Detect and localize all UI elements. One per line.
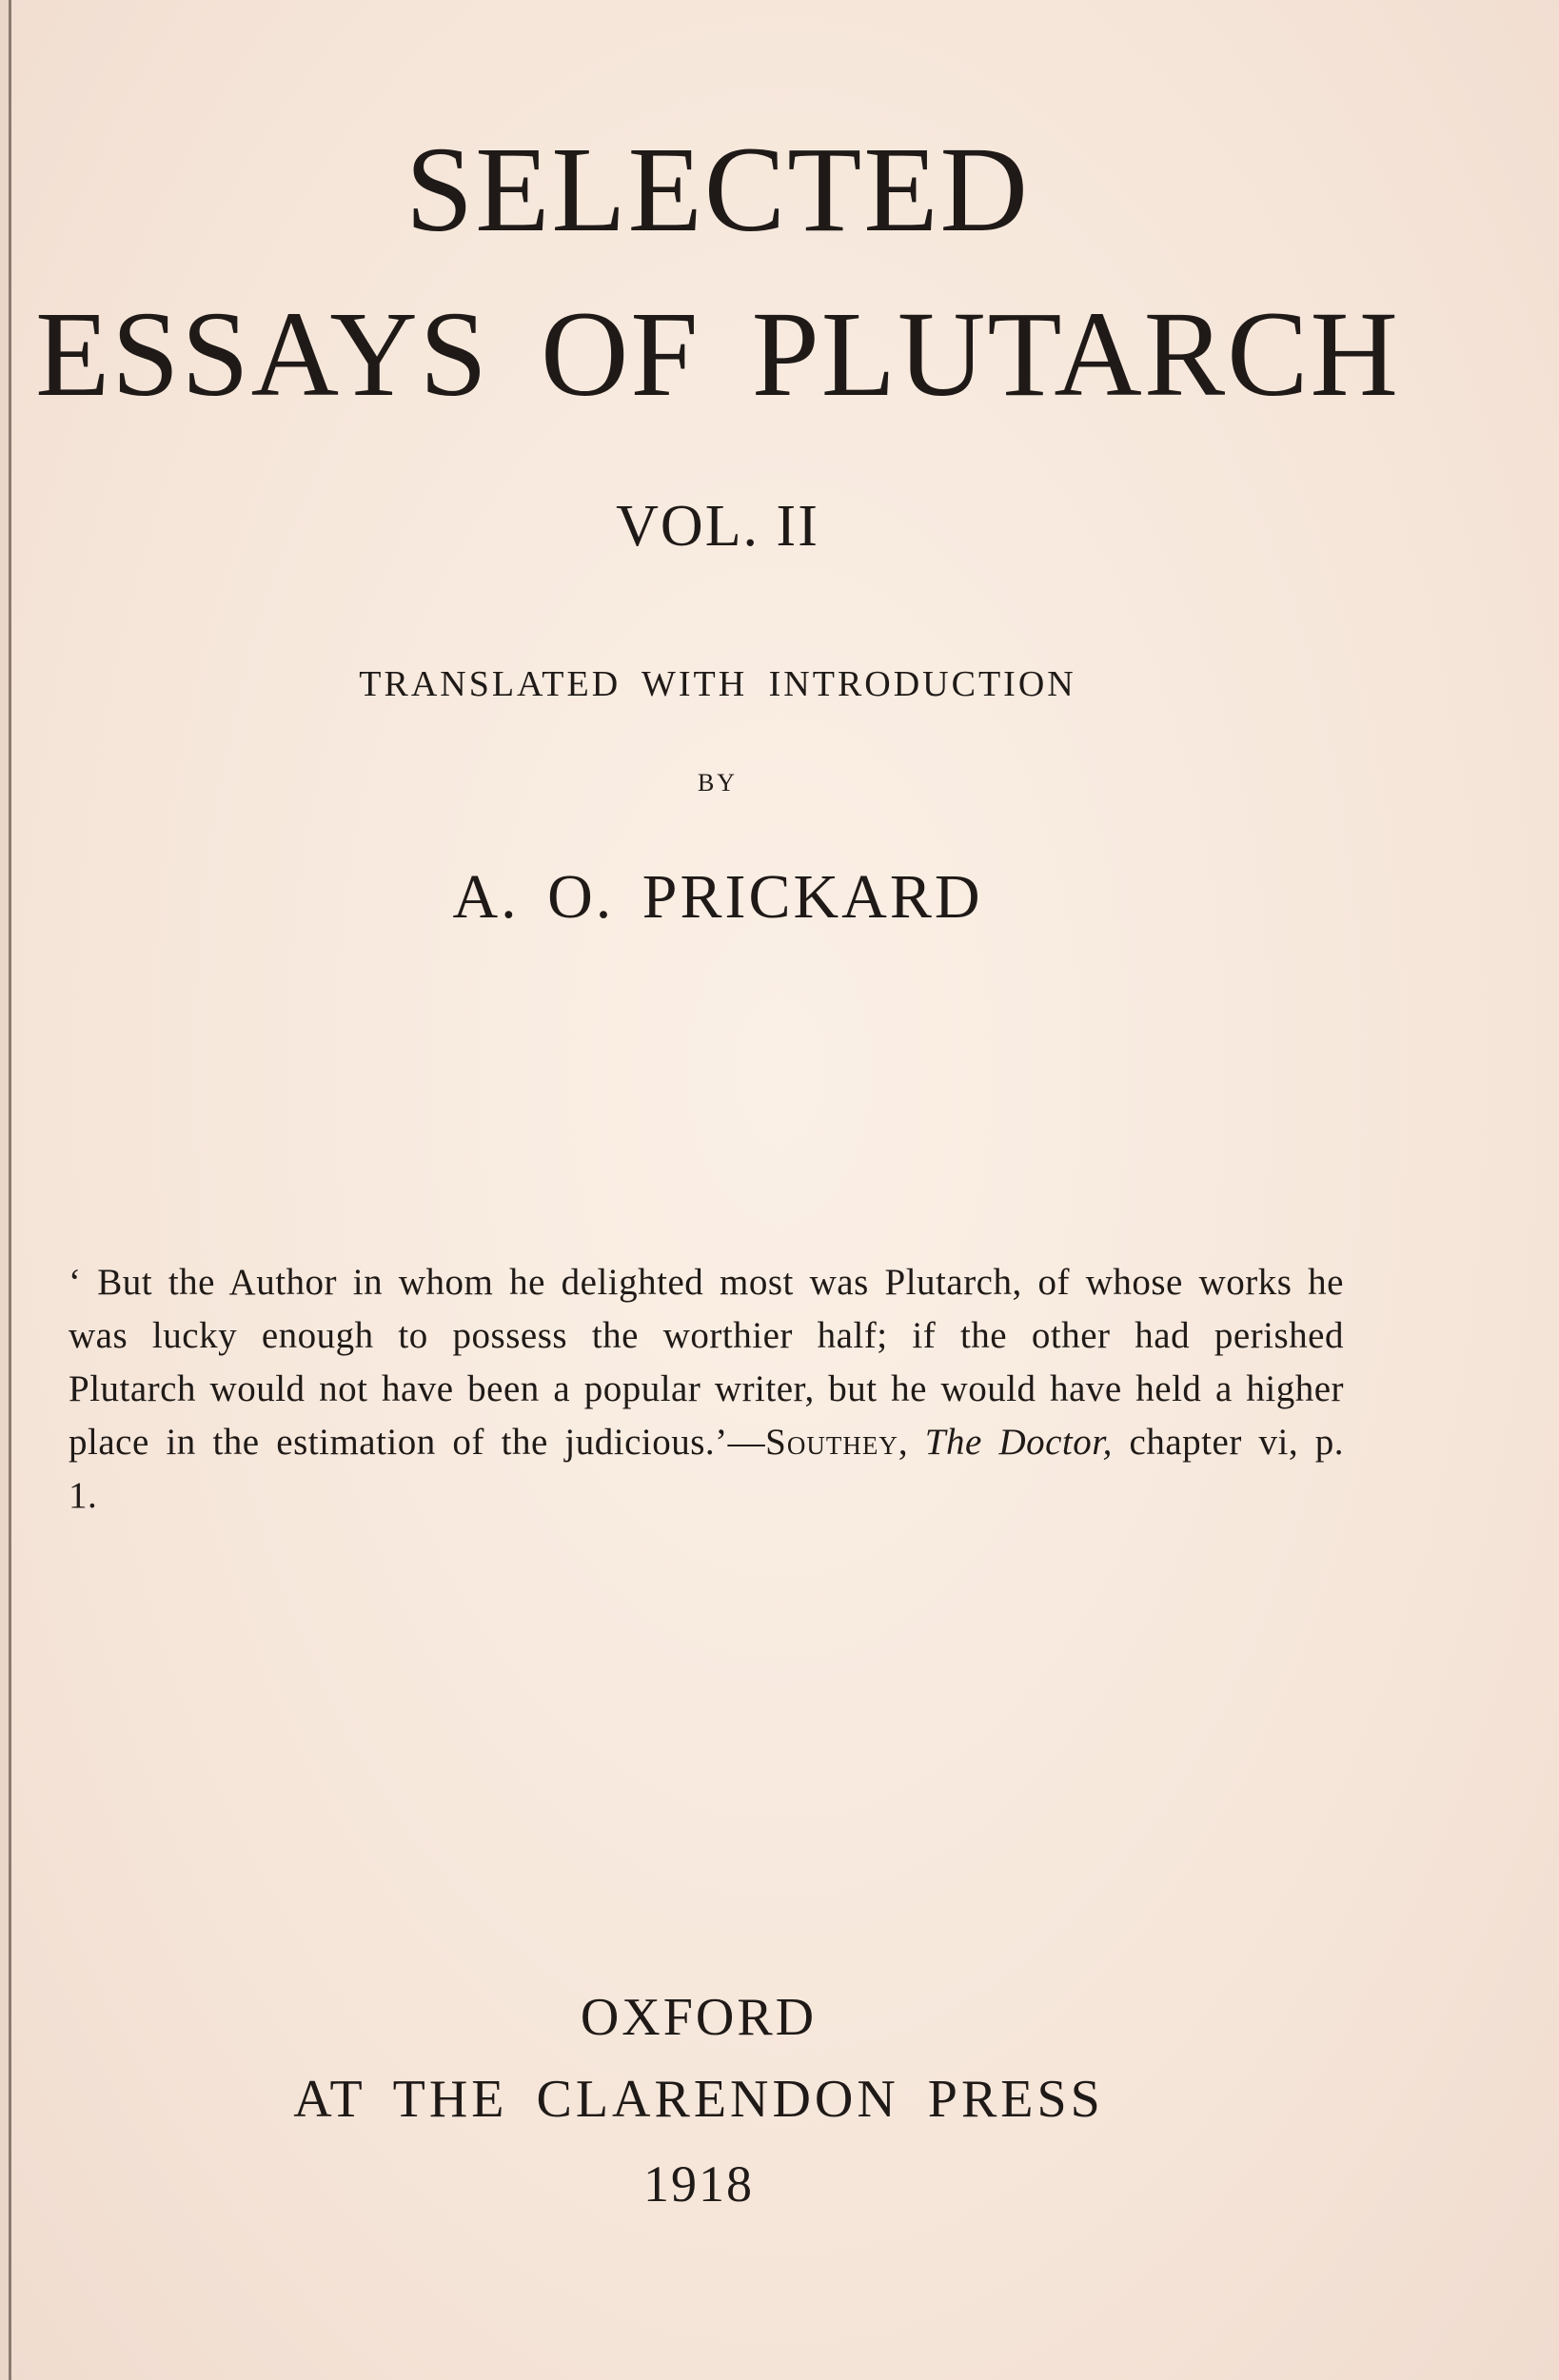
epigraph-source-title: The Doctor, xyxy=(924,1422,1113,1463)
title-line-1: SELECTED xyxy=(405,122,1030,257)
epigraph-source-author: Southey xyxy=(765,1422,898,1463)
imprint-city: OXFORD xyxy=(580,1988,818,2047)
epigraph-quote: ‘ But the Author in whom he delighted most was Plutarch, of whose works he was lucky enough to possess the worthier half; if the other had perished Plutarch would not have been a popular writer, but he would have held a higher place in the estimation of the judicious.’— xyxy=(69,1262,1344,1463)
imprint-year: 1918 xyxy=(643,2155,754,2213)
binding-edge-line xyxy=(9,0,11,2380)
by-line: BY xyxy=(697,769,739,797)
epigraph-source-separator: , xyxy=(898,1422,925,1463)
epigraph xyxy=(69,1256,1344,1523)
title-line-2: ESSAYS OF PLUTARCH xyxy=(35,286,1400,422)
translated-line: TRANSLATED WITH INTRODUCTION xyxy=(359,664,1076,704)
author-name: A. O. PRICKARD xyxy=(452,862,983,932)
epigraph-source-reference: chapter vi, p. 1. xyxy=(69,1422,1345,1516)
gutter-shade xyxy=(0,0,9,2380)
volume-label: VOL. II xyxy=(616,494,819,559)
imprint-press: AT THE CLARENDON PRESS xyxy=(293,2070,1104,2129)
